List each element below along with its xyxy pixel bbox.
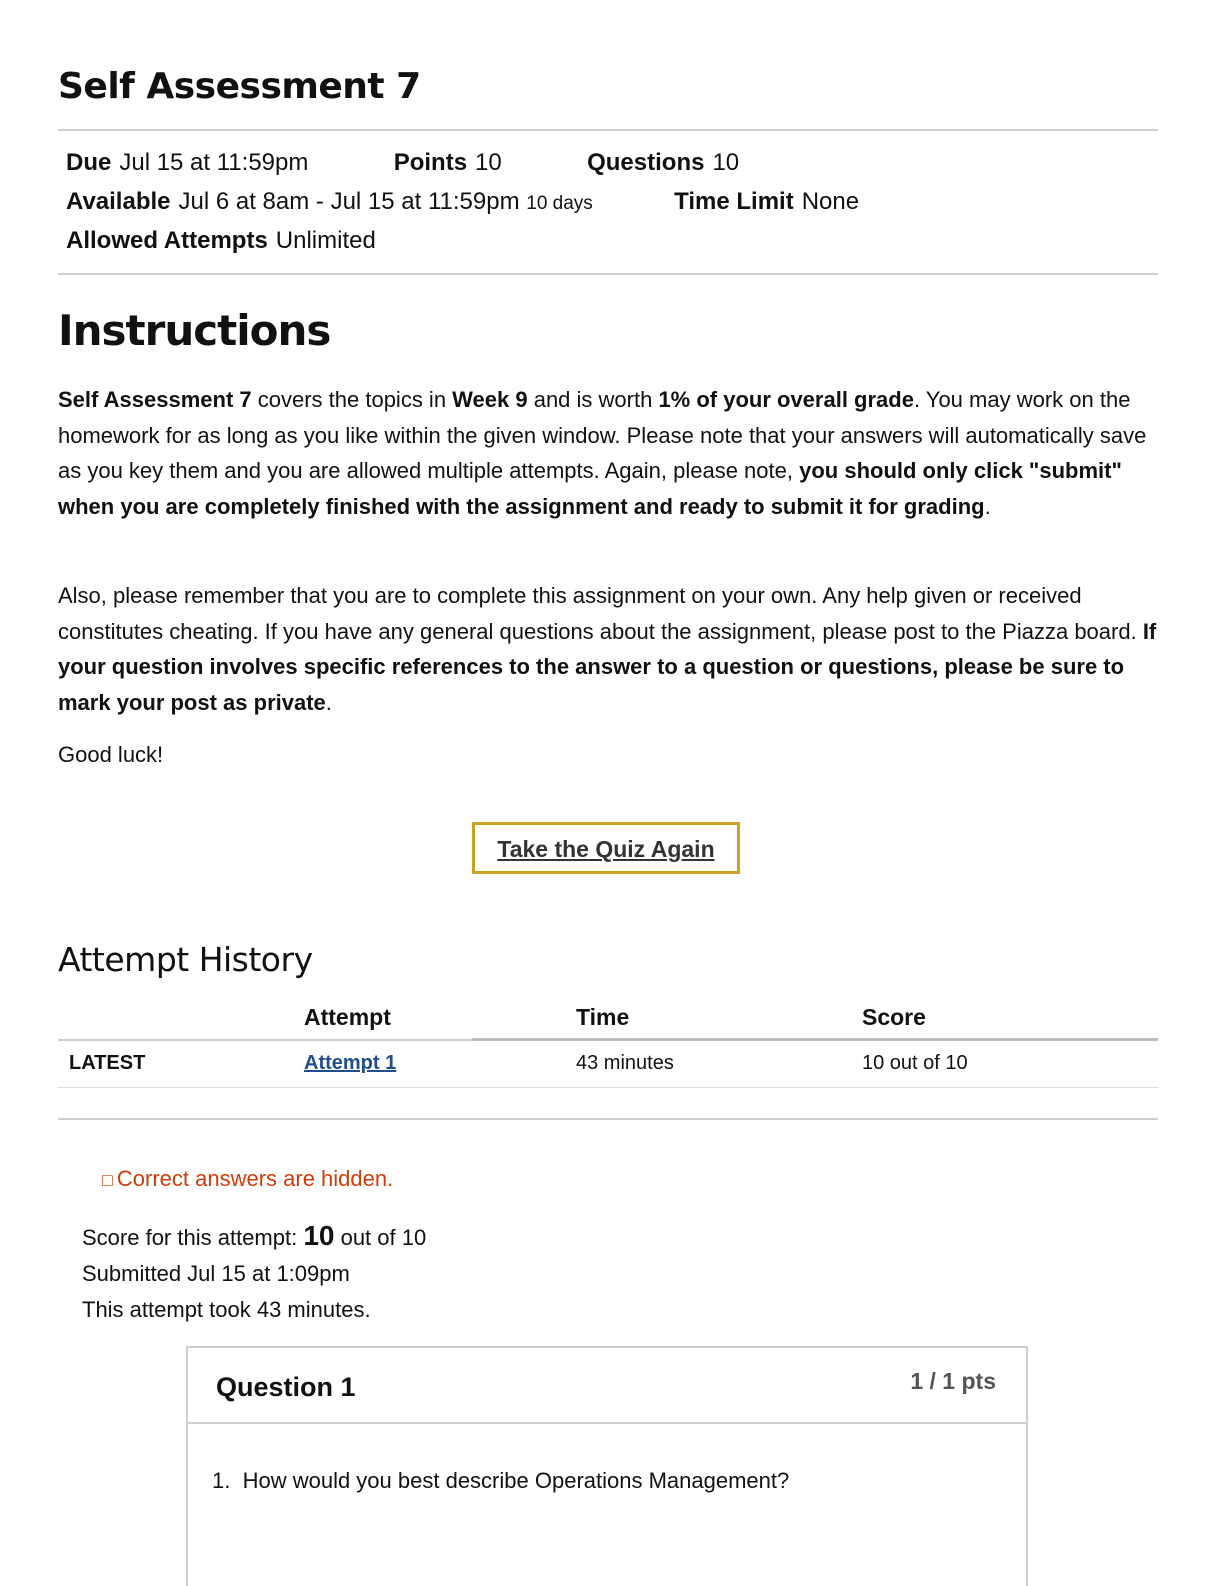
divider [58,129,1158,131]
submitted-time: Submitted Jul 15 at 1:09pm [82,1261,350,1286]
bold-text: Week 9 [452,387,528,412]
divider [58,273,1158,275]
column-header-time: Time [576,1004,630,1030]
attempt-score: 10 out of 10 [862,1052,968,1074]
details-row-2 [66,183,859,223]
instructions-heading: Instructions [58,306,331,355]
bold-text: If your question involves specific references to the answer to a question or questions, please be sure to mark your post as private [58,618,1157,715]
time-limit-value: None [801,188,860,215]
question-number: 1. [212,1468,231,1493]
question-points: 1 / 1 pts [910,1368,996,1394]
column-header-attempt: Attempt [304,1004,391,1030]
divider [58,1118,1158,1120]
text: . [984,493,991,519]
table-header-divider [472,1038,1158,1041]
available-value: Jul 6 at 8am - Jul 15 at 11:59pm [178,188,520,215]
warning-icon: □ [102,1170,113,1190]
text: . You may work on the homework for as long as you like within the given window. Please note that your answers will automatically save as you key them and you are allowed multiple attempts. Again, please note, [58,387,1147,483]
questions-value: 10 [712,149,740,176]
text: covers the topics in [251,387,453,412]
text: . [325,689,332,715]
score-prefix: Score for this attempt: [82,1225,304,1250]
attempt-score-line [82,1220,426,1252]
points-label: Points [393,149,468,176]
instructions-paragraph-1 [58,382,1158,524]
column-header-score: Score [862,1004,926,1030]
question-card [186,1346,1028,1586]
text: and is worth [527,387,659,412]
due-value: Jul 15 at 11:59pm [119,149,309,176]
latest-tag: LATEST [69,1052,146,1074]
hidden-answers-note [102,1166,393,1192]
score-suffix: out of 10 [334,1225,427,1250]
details-row-1 [66,144,739,182]
text: Also, please remember that you are to complete this assignment on your own. Any help given or received constitutes cheating. If you have any general questions about the assignment, please post to the Piazza board. [58,583,1143,644]
instructions-paragraph-2 [58,578,1158,720]
attempts-label: Allowed Attempts [66,227,268,254]
quiz-title: Self Assessment 7 [58,66,421,107]
attempt-time: 43 minutes [576,1052,674,1074]
bold-text: Self Assessment 7 [58,387,252,412]
attempt-duration: This attempt took 43 minutes. [82,1297,371,1322]
available-days: 10 days [526,193,593,214]
question-text [212,1468,789,1494]
attempts-value: Unlimited [275,227,376,254]
due-label: Due [66,149,112,176]
table-header-divider [58,1039,472,1041]
attempt-history-heading: Attempt History [58,940,313,979]
take-quiz-again-button[interactable]: Take the Quiz Again [472,822,740,874]
score-value: 10 [303,1220,335,1251]
question-body: How would you best describe Operations Management? [242,1468,790,1493]
questions-label: Questions [587,149,705,176]
points-value: 10 [475,149,502,176]
question-header [188,1348,1026,1424]
hidden-answers-text: Correct answers are hidden. [116,1166,394,1191]
available-label: Available [66,188,171,215]
question-title: Question 1 [216,1372,356,1402]
time-limit-label: Time Limit [674,188,794,215]
details-row-3 [66,222,376,260]
attempt-link[interactable]: Attempt 1 [304,1052,397,1074]
instructions-paragraph-3: Good luck! [58,742,164,767]
bold-text: you should only click "submit" when you are completely finished with the assignment and ready to submit it for grading [58,458,1122,519]
table-row-divider [58,1087,1158,1088]
bold-text: 1% of your overall grade [658,387,914,412]
